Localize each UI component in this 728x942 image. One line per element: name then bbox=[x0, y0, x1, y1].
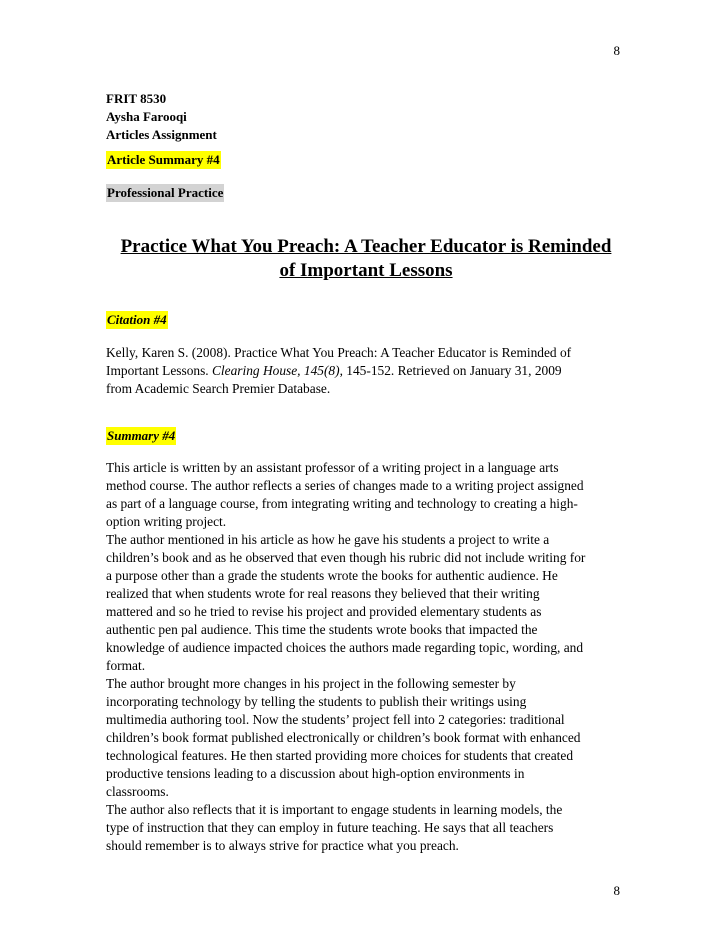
citation-text bbox=[106, 344, 626, 398]
citation-label-row bbox=[106, 311, 626, 329]
author-name: Aysha Farooqi bbox=[106, 109, 187, 124]
course-code: FRIT 8530 bbox=[106, 91, 167, 106]
summary-line: children’s book format published electronically or children’s book format with enhanced bbox=[106, 730, 581, 745]
summary-line: productive tensions leading to a discussion about high-option environments in bbox=[106, 766, 525, 781]
summary-line: authentic pen pal audience. This time the students wrote books that impacted the bbox=[106, 622, 538, 637]
article-summary-label: Article Summary #4 bbox=[107, 152, 220, 167]
summary-line: classrooms. bbox=[106, 784, 169, 799]
citation-title-part: Important Lessons. bbox=[106, 363, 212, 378]
summary-line: option writing project. bbox=[106, 514, 227, 529]
page-number-top: 8 bbox=[613, 43, 620, 58]
summary-label-row bbox=[106, 427, 626, 445]
document-header bbox=[106, 90, 626, 144]
summary-line: realized that when students wrote for real reasons they believed that their writing bbox=[106, 586, 540, 601]
summary-line: type of instruction that they can employ in future teaching. He says that all teachers bbox=[106, 820, 554, 835]
summary-line: as part of a language course, from integrating writing and technology to creating a high- bbox=[106, 496, 578, 511]
summary-line: mattered and so he tried to revise his project and provided elementary students as bbox=[106, 604, 542, 619]
summary-line: incorporating technology by telling the students to publish their writings using bbox=[106, 694, 527, 709]
summary-line: children’s book and as he observed that even though his rubric did not include writing for bbox=[106, 550, 586, 565]
summary-line: This article is written by an assistant professor of a writing project in a language arts bbox=[106, 460, 559, 475]
citation-pages-part: , 145-152. Retrieved on January 31, 2009 bbox=[339, 363, 562, 378]
article-title bbox=[106, 235, 626, 283]
article-title-line-1: Practice What You Preach: A Teacher Educator is Reminded bbox=[120, 236, 612, 257]
summary-line: multimedia authoring tool. Now the students’ project fell into 2 categories: traditional bbox=[106, 712, 565, 727]
citation-line-1: Kelly, Karen S. (2008). Practice What You Preach: A Teacher Educator is Reminded of bbox=[106, 345, 572, 360]
summary-line: The author brought more changes in his project in the following semester by bbox=[106, 676, 516, 691]
summary-body bbox=[106, 459, 626, 855]
page-number-bottom: 8 bbox=[613, 883, 620, 898]
summary-line: a purpose other than a grade the students wrote the books for authentic audience. He bbox=[106, 568, 558, 583]
assignment-name: Articles Assignment bbox=[106, 127, 217, 142]
summary-line: method course. The author reflects a series of changes made to a writing project assigned bbox=[106, 478, 584, 493]
category-label-row bbox=[106, 184, 626, 202]
citation-label: Citation #4 bbox=[107, 312, 167, 327]
summary-line: format. bbox=[106, 658, 146, 673]
citation-line-3: from Academic Search Premier Database. bbox=[106, 381, 331, 396]
article-summary-label-row bbox=[106, 151, 626, 169]
citation-line-2 bbox=[106, 362, 626, 380]
citation-journal: Clearing House, 145(8) bbox=[212, 363, 340, 378]
summary-label: Summary #4 bbox=[107, 428, 176, 443]
summary-line: knowledge of audience impacted choices the authors made regarding topic, wording, and bbox=[106, 640, 584, 655]
summary-line: The author mentioned in his article as how he gave his students a project to write a bbox=[106, 532, 550, 547]
summary-line: should remember is to always strive for practice what you preach. bbox=[106, 838, 459, 853]
summary-line: technological features. He then started providing more choices for students that created bbox=[106, 748, 574, 763]
summary-line: The author also reflects that it is important to engage students in learning models, the bbox=[106, 802, 563, 817]
article-title-line-2: of Important Lessons bbox=[279, 260, 453, 281]
category-label: Professional Practice bbox=[107, 185, 224, 200]
